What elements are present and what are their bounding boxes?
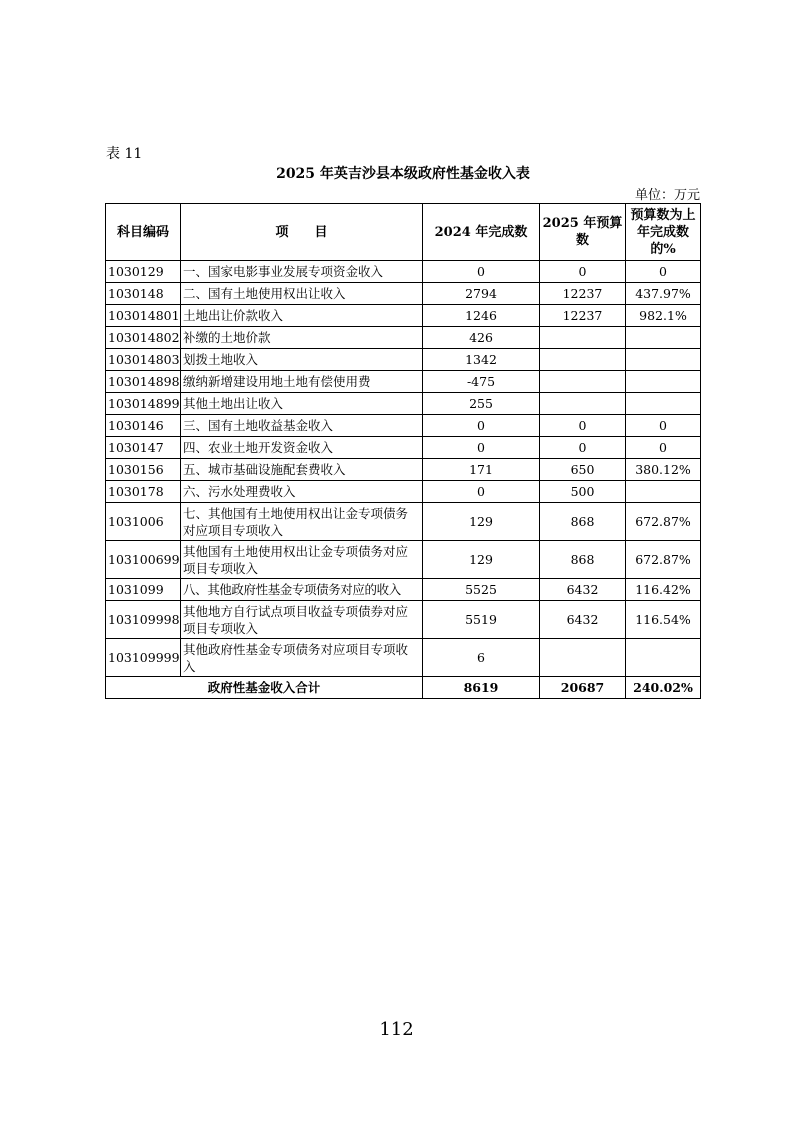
cell-ratio: 116.42% [626,579,701,601]
cell-budget-2025: 500 [540,481,626,503]
cell-ratio: 116.54% [626,601,701,639]
cell-name: 八、其他政府性基金专项债务对应的收入 [181,579,423,601]
table-row [106,371,701,393]
table-total-row [106,677,701,699]
total-budget-2025: 20687 [540,677,626,699]
cell-name: 补缴的土地价款 [181,327,423,349]
header-budget-2025: 2025 年预算数 [540,204,626,261]
cell-budget-2025: 650 [540,459,626,481]
table-row [106,415,701,437]
cell-ratio: 0 [626,415,701,437]
cell-name: 缴纳新增建设用地土地有偿使用费 [181,371,423,393]
cell-code: 103014899 [106,393,181,415]
header-item: 项 目 [181,204,423,261]
cell-code: 1031099 [106,579,181,601]
cell-completed-2024: 0 [423,437,540,459]
cell-budget-2025: 0 [540,437,626,459]
cell-budget-2025: 0 [540,261,626,283]
cell-completed-2024: 5525 [423,579,540,601]
cell-ratio: 380.12% [626,459,701,481]
cell-completed-2024: 129 [423,541,540,579]
cell-code: 103014803 [106,349,181,371]
table-row [106,283,701,305]
total-ratio: 240.02% [626,677,701,699]
table-row [106,393,701,415]
cell-completed-2024: 0 [423,415,540,437]
cell-code: 1030148 [106,283,181,305]
table-label: 表 11 [106,146,143,162]
header-completed-2024: 2024 年完成数 [423,204,540,261]
table-row [106,261,701,283]
cell-code: 103014898 [106,371,181,393]
cell-completed-2024: 426 [423,327,540,349]
cell-budget-2025: 6432 [540,579,626,601]
cell-name: 四、农业土地开发资金收入 [181,437,423,459]
cell-name: 其他政府性基金专项债务对应项目专项收入 [181,639,423,677]
table-row [106,579,701,601]
cell-ratio: 672.87% [626,503,701,541]
table-row [106,639,701,677]
cell-budget-2025: 6432 [540,601,626,639]
cell-code: 1030147 [106,437,181,459]
cell-ratio [626,371,701,393]
cell-budget-2025 [540,393,626,415]
cell-name: 土地出让价款收入 [181,305,423,327]
table-row [106,503,701,541]
cell-budget-2025 [540,639,626,677]
cell-ratio: 0 [626,261,701,283]
cell-name: 其他地方自行试点项目收益专项债券对应项目专项收入 [181,601,423,639]
cell-completed-2024: 6 [423,639,540,677]
cell-completed-2024: 1342 [423,349,540,371]
cell-ratio [626,639,701,677]
cell-completed-2024: 5519 [423,601,540,639]
table-row [106,327,701,349]
unit-label: 单位：万元 [634,188,700,203]
table-row [106,349,701,371]
page-number: 112 [379,1019,414,1040]
table-row [106,459,701,481]
cell-name: 七、其他国有土地使用权出让金专项债务对应项目专项收入 [181,503,423,541]
cell-code: 103014801 [106,305,181,327]
cell-budget-2025 [540,349,626,371]
table-row [106,601,701,639]
cell-budget-2025: 12237 [540,305,626,327]
table-row [106,541,701,579]
total-label: 政府性基金收入合计 [106,677,423,699]
cell-ratio [626,327,701,349]
cell-completed-2024: 2794 [423,283,540,305]
total-completed-2024: 8619 [423,677,540,699]
cell-budget-2025: 0 [540,415,626,437]
header-code: 科目编码 [106,204,181,261]
cell-code: 1030129 [106,261,181,283]
cell-name: 六、污水处理费收入 [181,481,423,503]
cell-budget-2025 [540,371,626,393]
cell-budget-2025: 868 [540,503,626,541]
cell-completed-2024: 129 [423,503,540,541]
cell-completed-2024: 171 [423,459,540,481]
cell-ratio [626,349,701,371]
cell-completed-2024: 255 [423,393,540,415]
cell-code: 1031006 [106,503,181,541]
cell-name: 五、城市基础设施配套费收入 [181,459,423,481]
cell-name: 划拨土地收入 [181,349,423,371]
table-header-row [106,204,701,261]
cell-ratio: 672.87% [626,541,701,579]
cell-ratio: 0 [626,437,701,459]
header-ratio: 预算数为上年完成数的% [626,204,701,261]
cell-ratio [626,393,701,415]
fund-revenue-table [105,203,701,699]
table-row [106,305,701,327]
cell-ratio [626,481,701,503]
cell-code: 1030156 [106,459,181,481]
cell-code: 103109998 [106,601,181,639]
cell-code: 103109999 [106,639,181,677]
cell-ratio: 982.1% [626,305,701,327]
table-row [106,481,701,503]
cell-name: 其他土地出让收入 [181,393,423,415]
cell-code: 1030178 [106,481,181,503]
table-row [106,437,701,459]
cell-code: 103100699 [106,541,181,579]
cell-code: 103014802 [106,327,181,349]
cell-ratio: 437.97% [626,283,701,305]
cell-completed-2024: 0 [423,261,540,283]
cell-completed-2024: 1246 [423,305,540,327]
cell-name: 其他国有土地使用权出让金专项债务对应项目专项收入 [181,541,423,579]
cell-name: 一、国家电影事业发展专项资金收入 [181,261,423,283]
cell-completed-2024: -475 [423,371,540,393]
cell-code: 1030146 [106,415,181,437]
cell-name: 三、国有土地收益基金收入 [181,415,423,437]
cell-budget-2025 [540,327,626,349]
cell-budget-2025: 868 [540,541,626,579]
page-title: 2025 年英吉沙县本级政府性基金收入表 [276,166,530,182]
cell-budget-2025: 12237 [540,283,626,305]
cell-completed-2024: 0 [423,481,540,503]
cell-name: 二、国有土地使用权出让收入 [181,283,423,305]
